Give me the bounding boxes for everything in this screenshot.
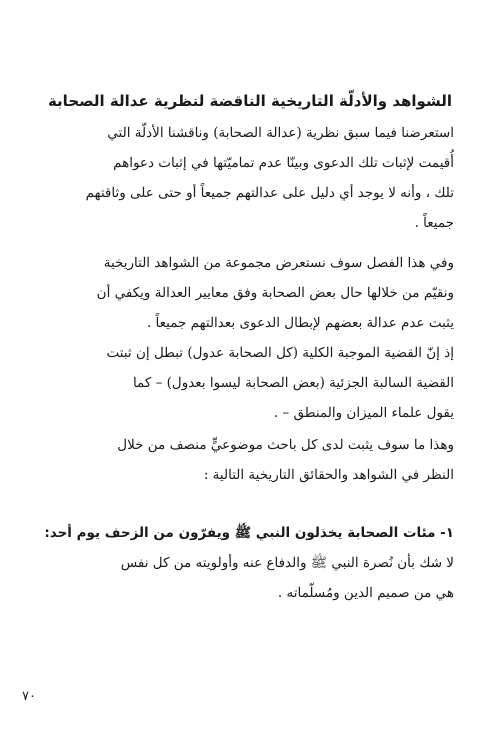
text-line: إذ إنّ القضية الموجبة الكلية (كل الصحابة عدول) تبطل إن ثبتت: [106, 345, 454, 361]
text-line: النظر في الشواهد والحقائق التاريخية التالية :: [203, 467, 454, 483]
page-number: ٧٠: [22, 689, 36, 704]
text-line: هي من صميم الدين ومُسلّماته .: [277, 585, 454, 601]
subsection-heading: ١- مئات الصحابة يخذلون النبي ﷺ ويفرّون من الزحف يوم أحد:: [44, 525, 454, 541]
paragraph-4: [44, 430, 454, 490]
paragraph-3: [44, 338, 454, 428]
text-line: لا شك بأن نُصرة النبي ﷺ والدفاع عنه وأولويته من كل نفس: [120, 555, 454, 571]
text-line: يثبت عدم عدالة بعضهم لإبطال الدعوى بعدالتهم جميعاً .: [146, 315, 454, 331]
section-title: الشواهد والأدلّة التاريخية الناقضة لنظرية عدالة الصحابة: [47, 92, 452, 110]
text-line: يقول علماء الميزان والمنطق – .: [273, 405, 454, 421]
text-line: ونقيّم من خلالها حال بعض الصحابة وفق معايير العدالة ويكفي أن: [96, 285, 454, 301]
text-line: استعرضنا فيما سبق نظرية (عدالة الصحابة) وناقشنا الأدلّة التي: [107, 125, 454, 141]
text-line: وفي هذا الفصل سوف نستعرض مجموعة من الشواهد التاريخية: [103, 255, 454, 271]
text-line: جميعاً .: [414, 215, 454, 231]
paragraph-1: [44, 118, 454, 238]
text-line: القضية السالبة الجزئية (بعض الصحابة ليسوا بعدول) – كما: [132, 375, 454, 391]
text-line: تلك ، وأنه لا يوجد أي دليل على عدالتهم جميعاً أو حتى على وثاقتهم: [85, 185, 454, 201]
subsection: [44, 518, 454, 608]
paragraph-2: [44, 248, 454, 338]
text-line: أُقيمت لإثبات تلك الدعوى وبينّا عدم تماميّتها في إثبات دعواهم: [113, 155, 454, 171]
text-line: وهذا ما سوف يثبت لدى كل باحث موضوعيٍّ منصف من خلال: [117, 437, 454, 453]
